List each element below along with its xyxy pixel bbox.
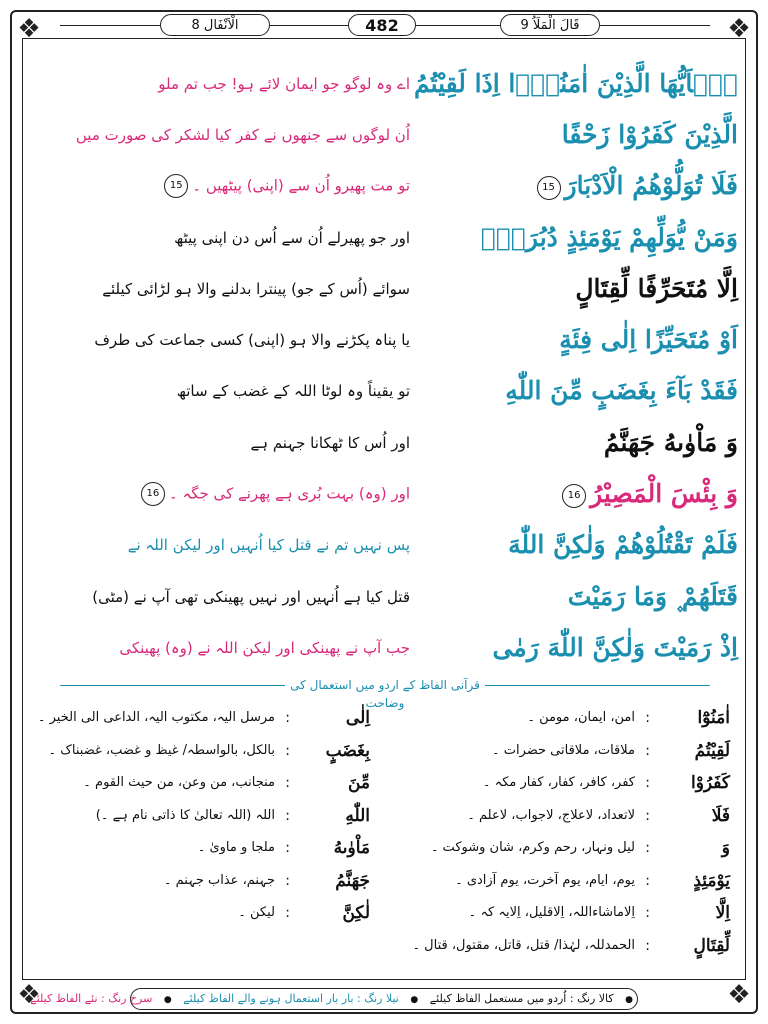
urdu-translation [94,331,410,350]
glossary-colon: : [645,937,650,954]
glossary-colon: : [645,807,650,824]
ornament-icon: ❖ [727,980,751,1010]
arabic-text [378,274,738,304]
urdu-translation [120,434,410,452]
glossary-heading: قرآنی الفاظ کے اردو میں استعمال کی وضاحت [285,676,485,712]
glossary-colon: : [645,840,650,856]
glossary-row [40,767,730,800]
translation-rows [30,58,738,674]
glossary-word: فَلَا [711,805,730,826]
verse-row [30,571,738,622]
glossary-colon: : [645,872,650,889]
urdu-translation [92,587,410,606]
urdu-phrase: پس نہیں تم نے قتل کیا اُنہیں اور لیکن اللہ نے [127,536,410,555]
ornament-icon: ❖ [727,14,751,44]
glossary-colon: : [285,840,290,856]
glossary-meaning: اِلاماشاءاللہ، اِلاقلیل، اِلایہ کہ ۔ [468,905,635,920]
urdu-phrase: تو مت پھیرو اُن سے (اپنی) پیٹھیں ۔ [192,176,410,195]
glossary-word: اِلَّا [715,903,730,923]
urdu-translation [120,639,410,657]
verse-row [30,212,738,263]
legend-blue: نیلا رنگ : بار بار استعمال ہونے والے الفاظ کیلئے [183,992,399,1005]
arabic-text [378,223,738,253]
urdu-phrase: اور اُس کا ٹھکانا جہنم ہے [250,433,410,452]
verse-row [30,161,738,212]
glossary-colon: : [285,775,290,791]
glossary-divider [60,676,710,710]
arabic-phrase: الَّذِيْنَ كَفَرُوْا زَحْفًا [561,119,738,149]
urdu-translation [120,75,410,93]
verse-row [30,366,738,417]
header-rule [600,25,710,26]
glossary-meaning: کفر، کافر، کفار، کفار مکہ ۔ [482,775,635,790]
urdu-translation [75,125,410,144]
arabic-phrase: وَ مَاْوٰىهُ جَهَنَّمُ [603,427,738,457]
glossary-meaning: امن، ایمان، مومن ۔ [527,710,635,725]
verse-row [30,314,738,365]
urdu-phrase: سوائے (اُس کے جو) پینترا بدلنے والا ہو لڑائی کیلئے [102,279,410,298]
glossary-meaning: ملجا و ماویٰ ۔ [197,840,275,855]
glossary-word: جَهَنَّمُ [335,870,370,891]
glossary-meaning: لاتعداد، لاعلاج، لاجواب، لاعلم ۔ [467,807,635,823]
bullet-icon: ● [410,995,419,1005]
urdu-translation [120,482,410,506]
ayah-number-marker: 16 [141,482,165,506]
glossary-colon: : [285,710,290,726]
glossary-meaning: لیکن ۔ [238,905,275,920]
glossary-meaning: الحمدللہ، لہٰذا/ قتل، قاتل، مقتول، قتال ۔ [412,937,635,953]
glossary-word: اللّٰهِ [345,805,370,826]
ayah-number-marker: 15 [537,176,561,200]
urdu-translation [102,279,410,298]
page-number: 482 [348,14,416,36]
glossary-colon: : [645,775,650,791]
urdu-phrase: جب آپ نے پھینکی اور لیکن اللہ نے (وہ) پھینکی [119,638,410,657]
arabic-phrase: فَلَمْ تَقْتُلُوْهُمْ وَلٰكِنَّ اللّٰهَ [508,530,738,560]
glossary-row [40,735,730,768]
glossary-meaning: منجانب، من وعن، من حیث القوم ۔ [83,775,275,790]
glossary-word: وَ [721,838,730,858]
glossary-word: اِلٰی [345,708,370,728]
urdu-translation [120,382,410,400]
legend-red: سرخ رنگ : نئے الفاظ کیلئے [30,992,153,1005]
legend-black: کالا رنگ : اُردو میں مستعمل الفاظ کیلئے [429,992,614,1005]
urdu-phrase: اُن لوگوں سے جنھوں نے کفر کیا لشکر کی صورت میں [75,125,410,144]
glossary-colon: : [645,710,650,726]
glossary-meaning: اللہ (اللہ تعالیٰ کا ذاتی نام ہے ۔) [95,807,275,823]
arabic-phrase: فَلَا تُوَلُّوْهُمُ الْاَدْبَارَ [564,171,738,201]
glossary-row [40,865,730,898]
glossary-meaning: لیل ونہار، رحم وکرم، شان وشوکت ۔ [430,840,635,855]
verse-row [30,622,738,673]
glossary [37,702,730,962]
glossary-colon: : [285,742,290,759]
glossary-word: مِّنَ [347,773,370,793]
arabic-text [378,120,738,150]
glossary-word: لٰكِنَّ [342,903,370,923]
ornament-icon: ❖ [17,980,41,1010]
glossary-meaning: بالکل، بالواسطہ/ غیظ و غضب، غضبناک ۔ [48,742,275,758]
glossary-word: بِغَضَبٍ [325,740,370,761]
glossary-word: لَقِيْتُمُ [694,740,730,761]
glossary-word: مَاْوٰىهُ [333,838,370,858]
arabic-text [378,325,738,355]
arabic-text [378,428,738,458]
ornament-icon: ❖ [17,14,41,44]
urdu-translation [120,536,410,554]
glossary-row [40,832,730,865]
urdu-phrase: قتل کیا ہے اُنہیں اور نہیں پھینکی تھی آپ نے (مٹی) [92,587,410,606]
arabic-text [378,479,738,509]
glossary-row [37,702,730,735]
surah-label: الْاَنْفَال 8 [160,14,270,36]
urdu-translation [120,229,410,247]
arabic-text [378,69,738,99]
glossary-colon: : [285,905,290,921]
header-rule [416,25,500,26]
arabic-text [378,530,738,560]
color-legend [30,988,638,1010]
bullet-icon: ● [163,995,172,1005]
divider-rule [60,685,285,686]
arabic-phrase: يٰۤاَيُّهَا الَّذِيْنَ اٰمَنُوْۤا اِذَا لَقِيْتُمُ [413,68,738,98]
header-rule [270,25,348,26]
arabic-phrase: وَ بِئْسَ الْمَصِيْرُ [590,479,738,509]
arabic-text [378,171,738,201]
urdu-phrase: اے وہ لوگو جو ایمان لائے ہو! جب تم ملو [158,74,410,93]
urdu-phrase: یا پناہ پکڑنے والا ہو (اپنی) کسی جماعت کی طرف [94,331,410,350]
glossary-colon: : [645,742,650,759]
ayah-number-marker: 15 [164,174,188,198]
verse-row [30,109,738,160]
arabic-text [378,376,738,406]
arabic-phrase: قَتَلَهُمْ ۪ وَمَا رَمَيْتَ [567,581,738,611]
ayah-number-marker: 16 [562,484,586,508]
verse-row [30,468,738,519]
urdu-translation [120,174,410,198]
arabic-text [378,633,738,663]
verse-row [30,520,738,571]
glossary-colon: : [285,872,290,889]
verse-row [30,58,738,109]
arabic-phrase: اَوْ مُتَحَيِّزًا اِلٰى فِئَةٍ [559,325,738,355]
divider-rule [485,685,710,686]
page-header [0,14,768,38]
header-rule [60,25,160,26]
glossary-word: كَفَرُوْا [690,773,730,793]
arabic-phrase: اِلَّا مُتَحَرِّفًا لِّقِتَالٍ [575,273,738,303]
glossary-colon: : [645,905,650,921]
glossary-colon: : [285,807,290,824]
urdu-phrase: تو یقیناً وہ لوٹا اللہ کے غضب کے ساتھ [176,382,410,401]
urdu-phrase: اور (وہ) بہت بُری ہے پھرنے کی جگہ ۔ [168,484,410,503]
urdu-phrase: اور جو پھیرلے اُن سے اُس دن اپنی پیٹھ [174,228,410,247]
glossary-row [40,930,730,963]
glossary-word: لِّقِتَالٍ [693,935,730,956]
arabic-phrase: وَمَنْ يُّوَلِّهِمْ يَوْمَئِذٍ دُبُرَهٗۤ [480,222,738,252]
verse-row [30,263,738,314]
glossary-row [40,897,730,930]
glossary-meaning: مرسل الیہ، مکتوب الیہ، الداعی الی الخیر ۔ [37,710,275,725]
glossary-word: اٰمَنُوْٓا [697,708,730,728]
verse-row [30,417,738,468]
glossary-meaning: ملاقات، ملاقاتی حضرات ۔ [491,742,635,758]
arabic-phrase: اِذْ رَمَيْتَ وَلٰكِنَّ اللّٰهَ رَمٰى [492,632,738,662]
arabic-phrase: فَقَدْ بَآءَ بِغَضَبٍ مِّنَ اللّٰهِ [505,376,738,406]
glossary-row [40,800,730,833]
glossary-word: يَوْمَئِذٍ [693,870,730,891]
bullet-icon: ● [625,995,633,1005]
arabic-text [378,582,738,612]
glossary-meaning: جہنم، عذاب جہنم ۔ [163,872,275,888]
juz-label: قَالَ الْمَلَاُ 9 [500,14,600,36]
glossary-meaning: یوم، ایام، یوم آخرت، یوم آزادی ۔ [455,872,635,888]
